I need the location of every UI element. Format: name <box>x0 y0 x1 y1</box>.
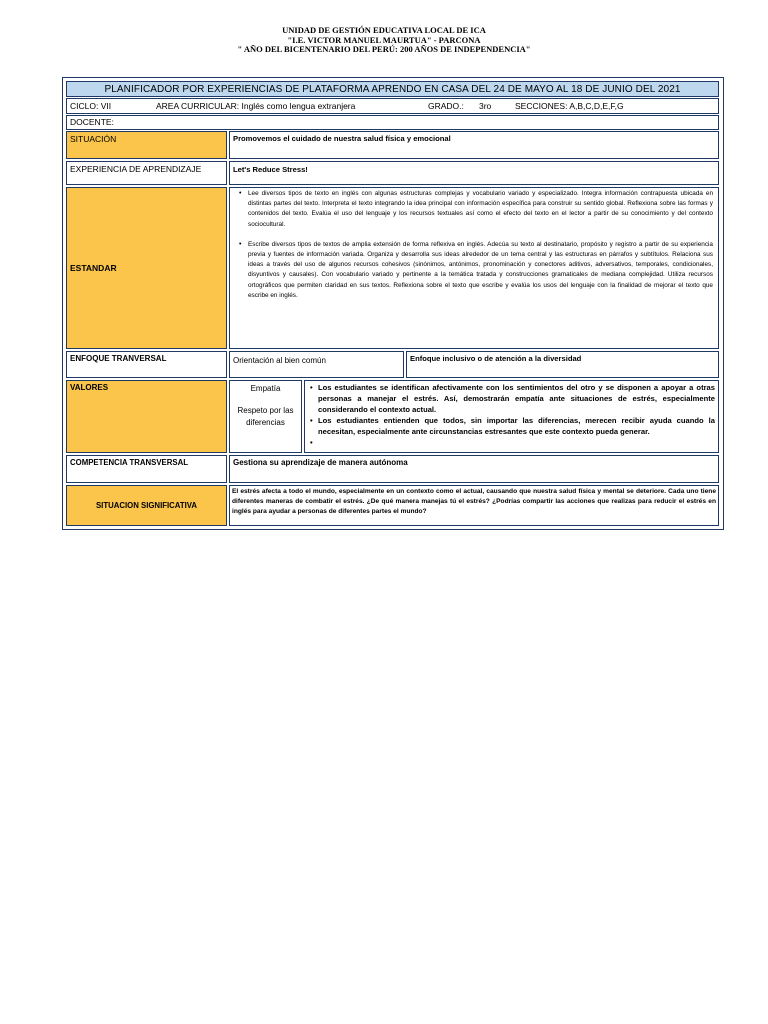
area-text: AREA CURRICULAR: Inglés como lengua extranjera <box>156 101 356 111</box>
planner-title <box>66 81 719 97</box>
estandar-item: • Escribe diversos tipos de textos de amplia extensión de forma reflexiva en inglés. Adecúa su texto al destinatario, propósito y registro a partir de su experiencia previa y fuentes de información variada. Organiza y desarrolla sus ideas alrededor de un tema central y las estructuras en párrafos y subtítulos. Relaciona sus ideas a través del uso de algunos recursos cohesivos (sinónimos, antónimos, pronominación y conectores aditivos, adversativos, temporales, condicionales, disyuntivos y causales). Con vocabulario variado y pertinente a la temática tratada y construcciones gramaticales de mediana complejidad. Utiliza recursos ortográficos que permiten claridad en sus textos. Reflexiona sobre el texto que escribe y evalúa los usos del lenguaje con la finalidad de mejorar el texto que escribe en inglés. <box>248 240 713 301</box>
enfoque-label-cell <box>66 351 227 378</box>
valores-label: VALORES <box>70 383 109 392</box>
situacion-label: SITUACIÓN <box>70 134 117 144</box>
estandar-item: • Lee diversos tipos de texto en inglés con algunas estructuras complejas y vocabulario variado y especializado. Integra información contrapuesta ubicada en distintas partes del texto. Interpreta el texto integrando la idea principal con información específica para construir su sentido global. Reflexiona sobre las formas y contenidos del texto. Evalúa el uso del lenguaje y los recursos textuales así como el efecto del texto en el lector a partir de su conocimiento y del contexto sociocultural. <box>248 189 713 230</box>
significativa-label-cell <box>66 485 227 526</box>
valor-respeto: Respeto por las diferencias <box>237 406 294 427</box>
estandar-label: ESTANDAR <box>70 262 117 273</box>
docente-label: DOCENTE: <box>70 117 114 127</box>
enfoque-1: Orientación al bien común <box>233 356 326 365</box>
enfoque-label: ENFOQUE TRANVERSAL <box>70 354 167 363</box>
estandar-list <box>236 189 713 301</box>
experiencia-value: Let's Reduce Stress! <box>233 165 308 174</box>
enfoque-1-cell <box>229 351 404 378</box>
ciclo-row <box>66 98 719 114</box>
situacion-value: Promovemos el cuidado de nuestra salud física y emocional <box>233 134 451 143</box>
header-line-2: "I.E. VICTOR MANUEL MAURTUA" - PARCONA <box>287 34 481 45</box>
valores-desc-cell <box>304 380 719 453</box>
experiencia-label-cell <box>66 161 227 185</box>
planner-table <box>62 77 724 530</box>
situacion-label-cell <box>66 131 227 159</box>
valores-label-cell <box>66 380 227 453</box>
valores-names-cell <box>229 380 302 453</box>
header-line-3: " AÑO DEL BICENTENARIO DEL PERÚ: 200 AÑOS DE INDEPENDENCIA" <box>237 44 531 54</box>
estandar-label-cell <box>66 187 227 349</box>
grado-label: GRADO.: <box>428 101 464 111</box>
significativa-value: El estrés afecta a todo el mundo, especialmente en un contexto como el actual, causando que nuestra salud física y mental se deteriore. Cada uno tiene diferentes maneras de combatir el estrés. ¿De qué manera manejas tú el estrés? ¿Podrías compartir las acciones que realizas para reducir el estrés en inglés para ayudar a personas de diferentes partes el mundo? <box>232 488 716 515</box>
situacion-value-cell <box>229 131 719 159</box>
experiencia-value-cell <box>229 161 719 185</box>
competencia-value-cell <box>229 455 719 483</box>
grado-value: 3ro <box>479 101 492 111</box>
document-header <box>0 26 768 55</box>
ciclo-text: CICLO: VII <box>70 101 112 111</box>
enfoque-2-cell <box>406 351 719 378</box>
enfoque-2: Enfoque inclusivo o de atención a la diversidad <box>410 354 582 363</box>
competencia-label-cell <box>66 455 227 483</box>
estandar-value-cell <box>229 187 719 349</box>
significativa-label: SITUACION SIGNIFICATIVA <box>95 501 198 510</box>
valor-empatia: Empatía <box>250 384 281 393</box>
experiencia-label: EXPERIENCIA DE APRENDIZAJE <box>70 164 202 174</box>
competencia-value: Gestiona su aprendizaje de manera autónoma <box>233 458 408 467</box>
valores-item: • Los estudiantes entienden que todos, sin importar las diferencias, merecen recibir ayuda cuando la necesitan, especialmente ante circunstancias estresantes que este contexto pueda generar. <box>318 415 715 437</box>
competencia-label: COMPETENCIA TRANSVERSAL <box>70 458 188 467</box>
significativa-value-cell <box>229 485 719 526</box>
planner-title-text: PLANIFICADOR POR EXPERIENCIAS DE PLATAFORMA APRENDO EN CASA DEL 24 DE MAYO AL 18 DE JUNIO DEL 2021 <box>104 83 681 95</box>
docente-row <box>66 115 719 130</box>
valores-list <box>308 382 715 437</box>
secciones-text: SECCIONES: A,B,C,D,E,F,G <box>515 101 624 111</box>
header-line-1: UNIDAD DE GESTIÓN EDUCATIVA LOCAL DE ICA <box>282 25 486 35</box>
valores-item: • Los estudiantes se identifican afectivamente con los sentimientos del otro y se disponen a apoyar a otras personas a manejar el estrés. Así, demostrarán empatía ante situaciones de estrés, especialmente considerando el contexto actual. <box>318 382 715 415</box>
